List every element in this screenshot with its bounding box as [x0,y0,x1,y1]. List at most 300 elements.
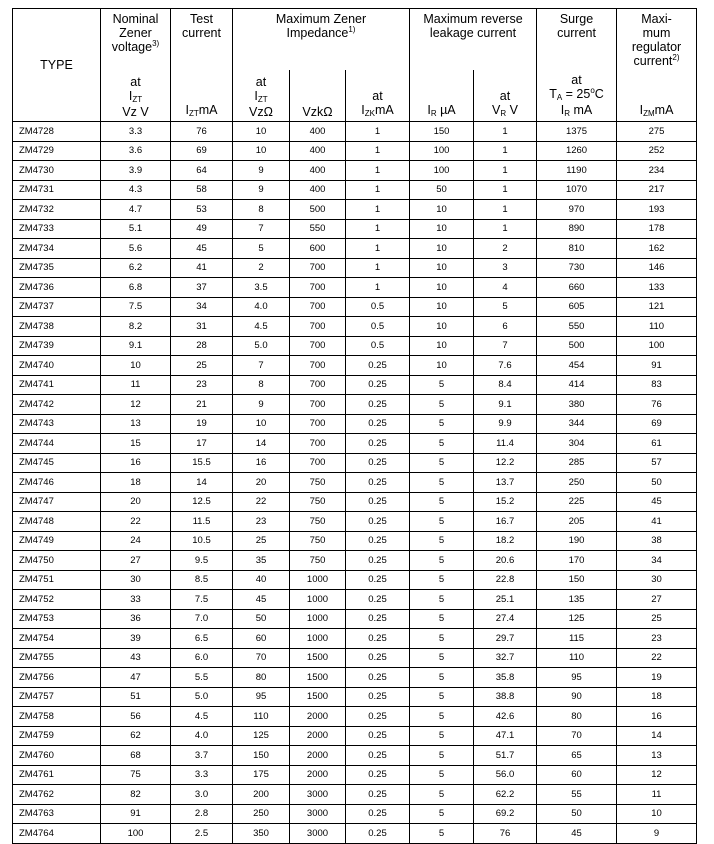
zzk-cell: 2000 [290,746,346,766]
vr-cell: 35.8 [474,668,537,688]
max-zener-impedance-header: Maximum Zener Impedance$^{1)}$ [233,9,410,71]
zzk-cell: 750 [290,473,346,493]
izt-cell: 7.0 [171,609,233,629]
zzt-cell: 8 [233,375,290,395]
zzt-cell: 70 [233,648,290,668]
type-cell: ZM4756 [13,668,101,688]
zzt-cell: 7 [233,219,290,239]
type-cell: ZM4758 [13,707,101,727]
table-row [13,453,697,473]
zzk-cell: 2000 [290,765,346,785]
type-cell: ZM4763 [13,804,101,824]
zzk-cell: 750 [290,551,346,571]
izt-cell: 21 [171,395,233,415]
vz-cell: 7.5 [101,297,171,317]
ir-cell: 10 [410,356,474,376]
ir-cell: 5 [410,785,474,805]
ir-cell: 10 [410,200,474,220]
vz-cell: 13 [101,414,171,434]
izt-cell: 45 [171,239,233,259]
vr-cell: 29.7 [474,629,537,649]
vz-cell: 22 [101,512,171,532]
izm-cell: 13 [617,746,697,766]
surge-cell: 605 [537,297,617,317]
izm-cell: 12 [617,765,697,785]
vz-cell: 12 [101,395,171,415]
vr-cell: 8.4 [474,375,537,395]
vr-cell: 69.2 [474,804,537,824]
table-row [13,687,697,707]
ir-cell: 5 [410,551,474,571]
izm-cell: 30 [617,570,697,590]
izt-cell: 49 [171,219,233,239]
izk-cell: 0.25 [346,707,410,727]
vz-cell: 16 [101,453,171,473]
zzk-cell: 3000 [290,824,346,844]
zzk-cell: 400 [290,180,346,200]
zzk-cell: 400 [290,161,346,181]
test-current-header: Test current [171,9,233,71]
izm-cell: 91 [617,356,697,376]
zzt-cell: 23 [233,512,290,532]
type-cell: ZM4755 [13,648,101,668]
type-cell: ZM4748 [13,512,101,532]
type-cell: ZM4737 [13,297,101,317]
surge-cell: 380 [537,395,617,415]
izm-cell: 69 [617,414,697,434]
izt-cell: 7.5 [171,590,233,610]
table-row [13,161,697,181]
zzt-cell: 9 [233,180,290,200]
type-cell: ZM4734 [13,239,101,259]
type-cell: ZM4747 [13,492,101,512]
vz-cell: 5.6 [101,239,171,259]
surge-cell: 115 [537,629,617,649]
table-row [13,473,697,493]
zzt-cell: 80 [233,668,290,688]
table-row [13,395,697,415]
table-row [13,278,697,298]
zzk-cell: 3000 [290,804,346,824]
test-current-subheader: IZTmA [171,70,233,122]
ir-cell: 100 [410,141,474,161]
vz-cell: 30 [101,570,171,590]
type-header: TYPE [13,9,101,122]
izt-cell: 34 [171,297,233,317]
surge-cell: 60 [537,765,617,785]
izt-cell: 3.0 [171,785,233,805]
ir-cell: 5 [410,804,474,824]
izk-cell: 0.5 [346,297,410,317]
table-row [13,590,697,610]
izt-cell: 11.5 [171,512,233,532]
vr-cell: 13.7 [474,473,537,493]
zzt-cell: 4.5 [233,317,290,337]
zzt-cell: 5.0 [233,336,290,356]
surge-cell: 110 [537,648,617,668]
vr-cell: 6 [474,317,537,337]
surge-cell: 250 [537,473,617,493]
izt-cell: 3.7 [171,746,233,766]
izk-cell: 0.25 [346,785,410,805]
table-row [13,668,697,688]
zzk-cell: 2000 [290,726,346,746]
surge-cell: 660 [537,278,617,298]
surge-cell: 190 [537,531,617,551]
vz-cell: 3.3 [101,122,171,142]
table-row [13,297,697,317]
izt-cell: 5.5 [171,668,233,688]
ir-cell: 5 [410,629,474,649]
zzt-cell: 9 [233,161,290,181]
table-row [13,609,697,629]
vz-cell: 75 [101,765,171,785]
type-cell: ZM4757 [13,687,101,707]
table-row [13,648,697,668]
surge-cell: 50 [537,804,617,824]
izt-cell: 10.5 [171,531,233,551]
izk-cell: 1 [346,141,410,161]
izk-cell: 0.25 [346,648,410,668]
type-cell: ZM4750 [13,551,101,571]
izm-cell: 178 [617,219,697,239]
vzk-ohm-subheader: VzkΩ [290,70,346,122]
vz-cell: 36 [101,609,171,629]
ir-cell: 5 [410,668,474,688]
vz-cell: 43 [101,648,171,668]
izm-cell: 100 [617,336,697,356]
izm-cell: 50 [617,473,697,493]
table-header [13,9,697,122]
surge-cell: 730 [537,258,617,278]
izm-cell: 275 [617,122,697,142]
ir-cell: 5 [410,453,474,473]
vr-cell: 38.8 [474,687,537,707]
table-row [13,512,697,532]
table-row [13,765,697,785]
zzk-cell: 700 [290,336,346,356]
izk-cell: 1 [346,122,410,142]
izm-cell: 16 [617,707,697,727]
izm-cell: 234 [617,161,697,181]
table-row [13,200,697,220]
zzt-cell: 10 [233,414,290,434]
table-row [13,570,697,590]
izt-cell: 8.5 [171,570,233,590]
zzt-cell: 22 [233,492,290,512]
izt-cell: 31 [171,317,233,337]
izm-cell: 61 [617,434,697,454]
vr-cell: 25.1 [474,590,537,610]
surge-cell: 170 [537,551,617,571]
vr-cell: 7 [474,336,537,356]
surge-cell: 135 [537,590,617,610]
table-row [13,707,697,727]
type-cell: ZM4742 [13,395,101,415]
surge-cell: 205 [537,512,617,532]
izk-cell: 0.25 [346,746,410,766]
ir-cell: 5 [410,473,474,493]
zzk-cell: 750 [290,492,346,512]
izt-cell: 23 [171,375,233,395]
zzk-cell: 700 [290,375,346,395]
vr-cell: 32.7 [474,648,537,668]
vr-cell: 1 [474,180,537,200]
surge-cell: 95 [537,668,617,688]
izk-cell: 0.5 [346,317,410,337]
zzk-cell: 1000 [290,609,346,629]
izm-cell: 110 [617,317,697,337]
vr-cell: 7.6 [474,356,537,376]
izt-cell: 14 [171,473,233,493]
zzt-cell: 16 [233,453,290,473]
zzk-cell: 500 [290,200,346,220]
ir-cell: 5 [410,746,474,766]
zzt-cell: 150 [233,746,290,766]
type-cell: ZM4733 [13,219,101,239]
izk-cell: 0.25 [346,512,410,532]
vr-cell: 42.6 [474,707,537,727]
vr-cell: 62.2 [474,785,537,805]
vr-cell: 1 [474,200,537,220]
table-row [13,336,697,356]
surge-cell: 890 [537,219,617,239]
izm-cell: 34 [617,551,697,571]
ir-cell: 10 [410,258,474,278]
izk-cell: 1 [346,258,410,278]
ir-cell: 5 [410,687,474,707]
vz-cell: 27 [101,551,171,571]
vr-cell: 9.1 [474,395,537,415]
ir-cell: 5 [410,570,474,590]
izk-cell: 1 [346,278,410,298]
vr-cell: 76 [474,824,537,844]
ir-cell: 10 [410,336,474,356]
zzk-cell: 600 [290,239,346,259]
zzt-cell: 250 [233,804,290,824]
ir-cell: 100 [410,161,474,181]
ir-cell: 5 [410,531,474,551]
table-row [13,239,697,259]
ir-cell: 5 [410,512,474,532]
type-cell: ZM4744 [13,434,101,454]
izk-cell: 0.25 [346,414,410,434]
izm-cell: 121 [617,297,697,317]
zzt-cell: 10 [233,122,290,142]
izt-cell: 6.5 [171,629,233,649]
ir-cell: 5 [410,824,474,844]
zzt-cell: 95 [233,687,290,707]
type-cell: ZM4743 [13,414,101,434]
izm-cell: 14 [617,726,697,746]
izk-cell: 0.25 [346,473,410,493]
vz-cell: 3.6 [101,141,171,161]
type-cell: ZM4751 [13,570,101,590]
surge-cell: 1070 [537,180,617,200]
vz-cell: 24 [101,531,171,551]
izm-cell: 193 [617,200,697,220]
izm-cell: 162 [617,239,697,259]
zzk-cell: 1500 [290,668,346,688]
type-cell: ZM4736 [13,278,101,298]
nominal-voltage-header: Nominal Zener voltage$^{3)}$ [101,9,171,71]
ir-cell: 5 [410,375,474,395]
surge-cell: 90 [537,687,617,707]
vr-subheader: at VR V [474,70,537,122]
vz-cell: 91 [101,804,171,824]
type-cell: ZM4738 [13,317,101,337]
zzk-cell: 700 [290,317,346,337]
izk-cell: 0.5 [346,336,410,356]
max-reverse-leakage-header: Maximum reverse leakage current [410,9,537,71]
table-row [13,434,697,454]
zzt-cell: 25 [233,531,290,551]
zzt-cell: 50 [233,609,290,629]
zzk-cell: 400 [290,141,346,161]
vr-cell: 5 [474,297,537,317]
ir-cell: 5 [410,395,474,415]
zzk-cell: 700 [290,395,346,415]
type-cell: ZM4762 [13,785,101,805]
ir-cell: 10 [410,297,474,317]
zzk-cell: 400 [290,122,346,142]
izk-subheader: at IZKmA [346,70,410,122]
table-row [13,551,697,571]
type-cell: ZM4741 [13,375,101,395]
izm-cell: 41 [617,512,697,532]
type-cell: ZM4761 [13,765,101,785]
vz-cell: 82 [101,785,171,805]
type-cell: ZM4746 [13,473,101,493]
surge-cell: 70 [537,726,617,746]
izm-cell: 76 [617,395,697,415]
izt-cell: 76 [171,122,233,142]
izk-cell: 0.25 [346,570,410,590]
type-cell: ZM4764 [13,824,101,844]
izk-cell: 0.25 [346,356,410,376]
izt-cell: 19 [171,414,233,434]
table-row [13,122,697,142]
table-row [13,804,697,824]
vr-cell: 3 [474,258,537,278]
zzk-cell: 700 [290,297,346,317]
izk-cell: 0.25 [346,590,410,610]
vz-cell: 51 [101,687,171,707]
izt-cell: 17 [171,434,233,454]
zzt-cell: 8 [233,200,290,220]
izt-cell: 4.5 [171,707,233,727]
vr-cell: 47.1 [474,726,537,746]
max-regulator-current-header: Maxi- mum regulator current$^{2)}$ [617,9,697,71]
zzt-cell: 35 [233,551,290,571]
izm-cell: 10 [617,804,697,824]
surge-cell: 344 [537,414,617,434]
type-cell: ZM4731 [13,180,101,200]
izk-cell: 1 [346,180,410,200]
izm-cell: 18 [617,687,697,707]
izk-cell: 0.25 [346,551,410,571]
izt-cell: 4.0 [171,726,233,746]
table-row [13,219,697,239]
vr-cell: 12.2 [474,453,537,473]
table-row [13,785,697,805]
vz-cell: 10 [101,356,171,376]
izk-cell: 0.25 [346,531,410,551]
zzk-cell: 1500 [290,687,346,707]
vz-ohm-subheader: at IZT VzΩ [233,70,290,122]
type-cell: ZM4752 [13,590,101,610]
vz-cell: 62 [101,726,171,746]
type-cell: ZM4760 [13,746,101,766]
izt-cell: 5.0 [171,687,233,707]
vz-cell: 4.7 [101,200,171,220]
izm-cell: 27 [617,590,697,610]
zzt-cell: 14 [233,434,290,454]
izm-cell: 9 [617,824,697,844]
ir-cell: 5 [410,434,474,454]
surge-cell: 285 [537,453,617,473]
ir-cell: 5 [410,590,474,610]
vr-cell: 11.4 [474,434,537,454]
ir-cell: 50 [410,180,474,200]
ir-cell: 10 [410,278,474,298]
izt-cell: 3.3 [171,765,233,785]
surge-current-header: Surge current [537,9,617,71]
table-row [13,824,697,844]
zzt-cell: 7 [233,356,290,376]
vr-cell: 27.4 [474,609,537,629]
vz-cell: 6.2 [101,258,171,278]
surge-cell: 1375 [537,122,617,142]
zzk-cell: 1000 [290,570,346,590]
table-row [13,258,697,278]
surge-cell: 80 [537,707,617,727]
type-cell: ZM4728 [13,122,101,142]
izt-cell: 2.8 [171,804,233,824]
izt-cell: 25 [171,356,233,376]
ir-cell: 10 [410,219,474,239]
surge-subheader: at TA = $25^oC$ IR mA [537,70,617,122]
izm-cell: 83 [617,375,697,395]
izm-cell: 25 [617,609,697,629]
vz-cell: 33 [101,590,171,610]
zzt-cell: 350 [233,824,290,844]
izk-cell: 0.25 [346,395,410,415]
surge-cell: 454 [537,356,617,376]
izt-cell: 41 [171,258,233,278]
vr-cell: 16.7 [474,512,537,532]
izk-cell: 1 [346,161,410,181]
type-cell: ZM4739 [13,336,101,356]
ir-cell: 150 [410,122,474,142]
vr-cell: 1 [474,161,537,181]
table-body [13,122,697,844]
zzt-cell: 110 [233,707,290,727]
vz-cell: 15 [101,434,171,454]
zzk-cell: 700 [290,258,346,278]
izm-cell: 22 [617,648,697,668]
izk-cell: 0.25 [346,804,410,824]
surge-cell: 500 [537,336,617,356]
table-row [13,180,697,200]
ir-cell: 5 [410,414,474,434]
izm-cell: 57 [617,453,697,473]
vz-cell: 6.8 [101,278,171,298]
type-cell: ZM4759 [13,726,101,746]
vz-cell: 4.3 [101,180,171,200]
zzt-cell: 125 [233,726,290,746]
zzt-cell: 10 [233,141,290,161]
